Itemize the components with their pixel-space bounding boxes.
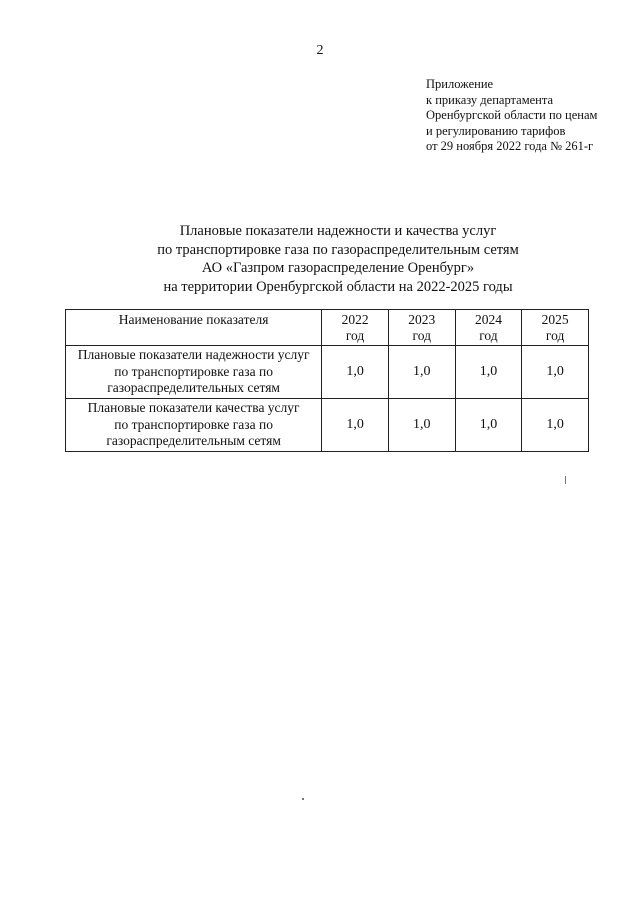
value-cell: 1,0 bbox=[388, 399, 455, 452]
title-line: по транспортировке газа по газораспределительным сетям bbox=[157, 241, 519, 258]
appendix-line: и регулированию тарифов bbox=[426, 123, 566, 138]
year-label: 2022 bbox=[341, 312, 369, 327]
title-line: АО «Газпром газораспределение Оренбург» bbox=[201, 260, 475, 276]
column-header-year bbox=[522, 310, 589, 346]
value-cell: 1,0 bbox=[322, 346, 389, 399]
scan-speck bbox=[565, 476, 566, 484]
year-label: 2023 bbox=[408, 312, 436, 327]
document-title bbox=[0, 222, 640, 296]
column-header-year bbox=[388, 310, 455, 346]
value-cell: 1,0 bbox=[522, 399, 589, 452]
year-unit: год bbox=[412, 328, 431, 343]
indicator-name-line: по транспортировке газа по bbox=[114, 363, 273, 379]
value-cell: 1,0 bbox=[455, 346, 522, 399]
indicator-name-line: Плановые показатели качества услуг bbox=[87, 400, 300, 416]
value-cell: 1,0 bbox=[388, 346, 455, 399]
table-row bbox=[66, 399, 589, 452]
column-header-year bbox=[455, 310, 522, 346]
column-header-year bbox=[322, 310, 389, 346]
indicator-name-line: по транспортировке газа по bbox=[114, 416, 273, 432]
appendix-line: от 29 ноября 2022 года № 261-г bbox=[426, 139, 594, 153]
table-header-row bbox=[66, 310, 589, 346]
appendix-block bbox=[426, 77, 597, 155]
value-cell: 1,0 bbox=[455, 399, 522, 452]
indicator-name bbox=[66, 399, 322, 452]
indicators-table bbox=[65, 309, 589, 452]
year-unit: год bbox=[479, 328, 498, 343]
page-number: 2 bbox=[316, 43, 324, 58]
value-cell: 1,0 bbox=[322, 399, 389, 452]
indicator-name-line: газораспределительным сетям bbox=[106, 433, 281, 449]
title-line: на территории Оренбургской области на 2022-2025 годы bbox=[163, 278, 513, 295]
scan-speck bbox=[302, 798, 304, 800]
year-unit: год bbox=[345, 328, 365, 343]
appendix-line: к приказу департамента bbox=[426, 92, 554, 107]
value-cell: 1,0 bbox=[522, 346, 589, 399]
appendix-line: Приложение bbox=[426, 77, 494, 91]
year-label: 2024 bbox=[474, 312, 502, 327]
year-unit: год bbox=[545, 328, 565, 343]
indicator-name-line: газораспределительных сетям bbox=[107, 380, 280, 396]
year-label: 2025 bbox=[541, 312, 569, 327]
column-header-name: Наименование показателя bbox=[66, 310, 322, 346]
indicator-name-line: Плановые показатели надежности услуг bbox=[77, 347, 310, 363]
title-line: Плановые показатели надежности и качества услуг bbox=[179, 223, 497, 239]
indicator-name bbox=[66, 346, 322, 399]
table-row bbox=[66, 346, 589, 399]
appendix-line: Оренбургской области по ценам bbox=[426, 108, 598, 122]
